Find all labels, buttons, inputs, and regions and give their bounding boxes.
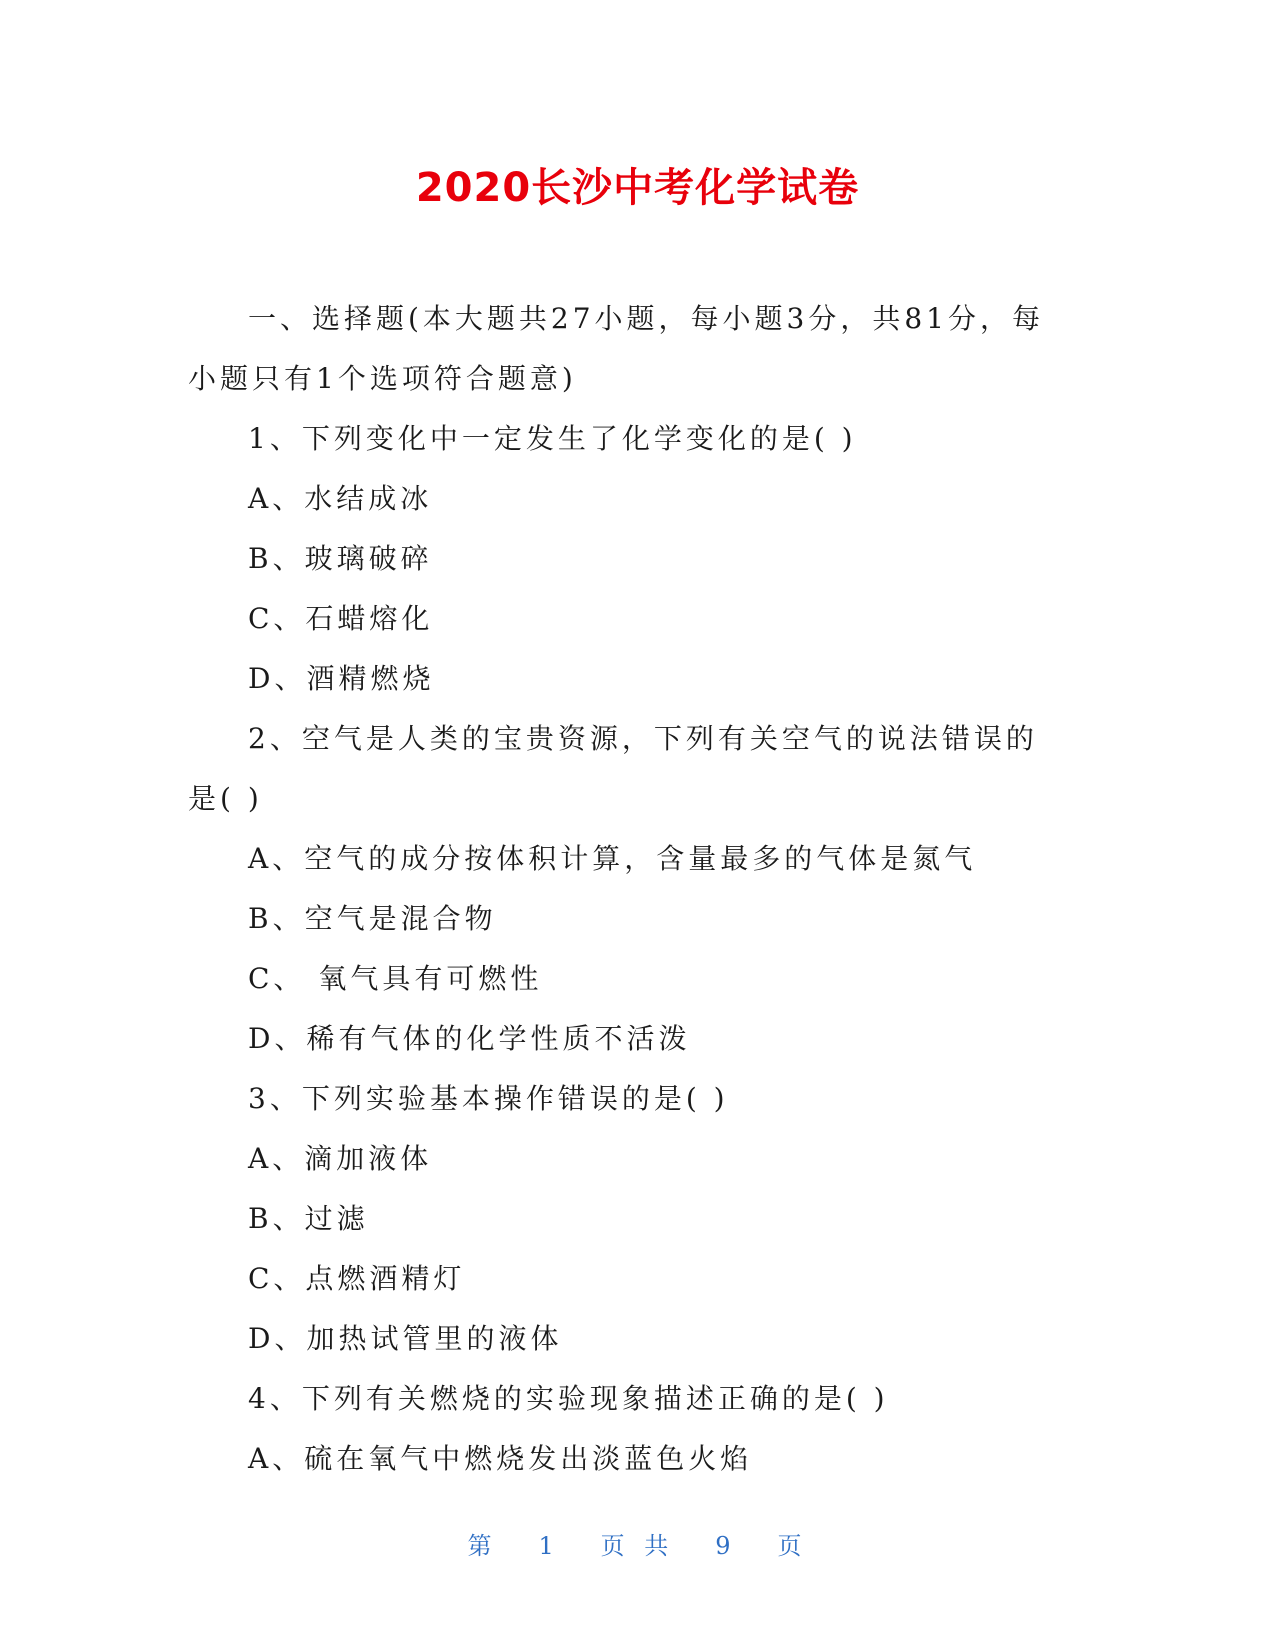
question-1: 1、下列变化中一定发生了化学变化的是( ) <box>248 422 857 455</box>
question-3-option-a: A、滴加液体 <box>248 1142 433 1175</box>
question-3-option-d: D、加热试管里的液体 <box>248 1322 563 1355</box>
question-2: 2、空气是人类的宝贵资源，下列有关空气的说法错误的是( ) <box>188 722 1038 815</box>
document-body <box>188 289 1058 1489</box>
question-2-option-b: B、空气是混合物 <box>248 902 497 935</box>
page-footer <box>0 1530 1275 1562</box>
footer-total-pages: 9 <box>715 1532 737 1560</box>
question-2-option-c: C、 氧气具有可燃性 <box>248 962 543 995</box>
question-2-option-a: A、空气的成分按体积计算，含量最多的气体是氮气 <box>248 842 977 875</box>
footer-suffix: 页 <box>777 1532 808 1560</box>
question-3-option-b: B、过滤 <box>248 1202 369 1235</box>
question-3: 3、下列实验基本操作错误的是( ) <box>248 1082 729 1115</box>
question-2-option-d: D、稀有气体的化学性质不活泼 <box>248 1022 691 1055</box>
question-4: 4、下列有关燃烧的实验现象描述正确的是( ) <box>248 1382 889 1415</box>
footer-middle: 页 共 <box>600 1532 675 1560</box>
document-title: 2020长沙中考化学试卷 <box>415 165 860 211</box>
question-1-option-d: D、酒精燃烧 <box>248 662 435 695</box>
question-4-option-a: A、硫在氧气中燃烧发出淡蓝色火焰 <box>248 1442 753 1475</box>
footer-prefix: 第 <box>467 1532 498 1560</box>
question-1-option-a: A、水结成冰 <box>248 482 433 515</box>
question-1-option-c: C、石蜡熔化 <box>248 602 434 635</box>
footer-current-page: 1 <box>538 1532 560 1560</box>
question-3-option-c: C、点燃酒精灯 <box>248 1262 466 1295</box>
question-1-option-b: B、玻璃破碎 <box>248 542 433 575</box>
section-heading: 一、选择题(本大题共27小题，每小题3分，共81分，每小题只有1个选项符合题意) <box>188 302 1044 395</box>
